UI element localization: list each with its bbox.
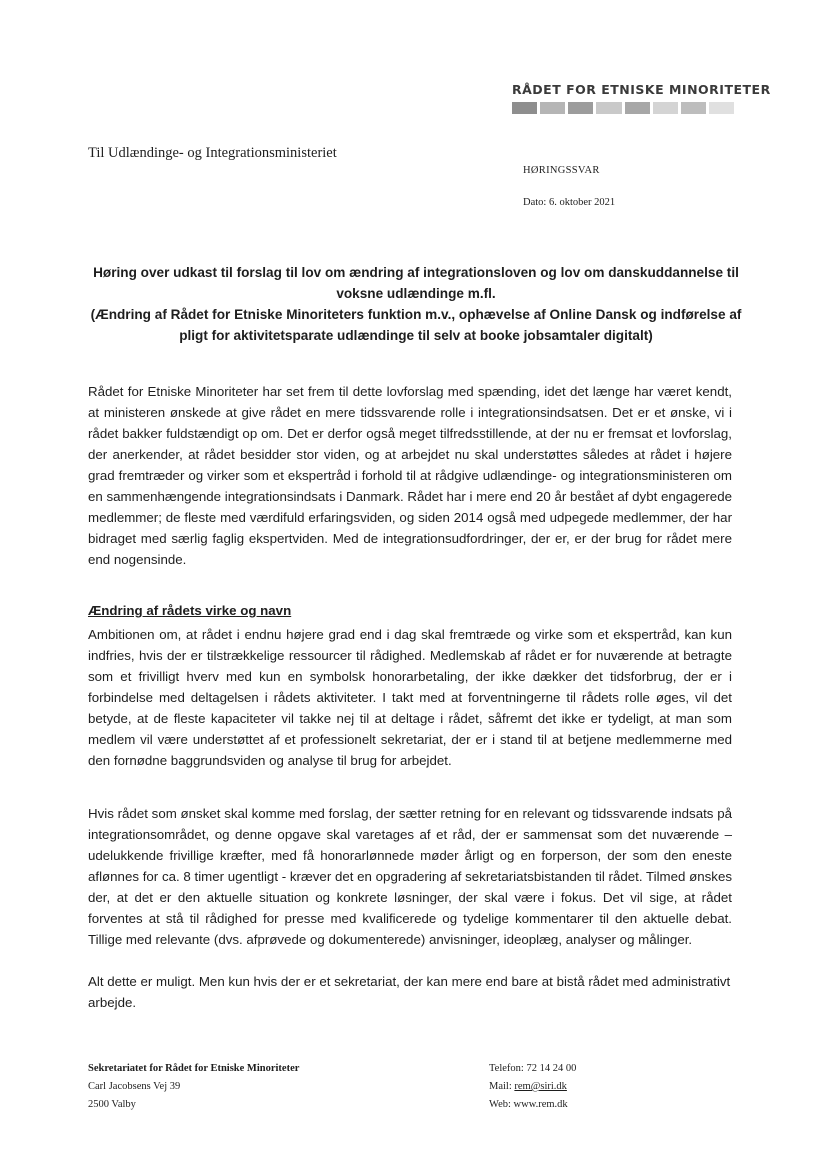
logo-text: RÅDET FOR ETNISKE MINORITETER (512, 82, 771, 97)
footer-mail-label: Mail: (489, 1081, 515, 1092)
footer-city: 2500 Valby (88, 1099, 136, 1110)
document-date: Dato: 6. oktober 2021 (523, 197, 616, 208)
document-type: HØRINGSSVAR (523, 165, 600, 176)
footer-phone: Telefon: 72 14 24 00 (489, 1063, 577, 1074)
heading-line-2: (Ændring af Rådet for Etniske Minoriteters funktion m.v., ophævelse af Online Dansk og indførelse af pligt for aktivitetsparate udlændinge til selv at booke jobsamtaler digitalt) (90, 307, 742, 343)
footer-address (88, 1060, 299, 1114)
footer-org: Sekretariatet for Rådet for Etniske Minoriteter (88, 1063, 300, 1074)
logo-color-bar (512, 102, 734, 114)
section-title: Ændring af rådets virke og navn (88, 603, 292, 618)
footer-mail-link[interactable]: rem@siri.dk (514, 1081, 567, 1092)
heading-line-1: Høring over udkast til forslag til lov om ændring af integrationsloven og lov om danskuddannelse til voksne udlændinge m.fl. (93, 265, 739, 301)
footer-web[interactable]: Web: www.rem.dk (489, 1099, 568, 1110)
paragraph-conclusion: Alt dette er muligt. Men kun hvis der er et sekretariat, der kan mere end bare at bistå rådet med administrativt arbejde. (88, 974, 731, 1010)
footer-mail (489, 1078, 576, 1096)
letterhead-logo (512, 82, 771, 114)
footer-street: Carl Jacobsens Vej 39 (88, 1081, 181, 1092)
paragraph-intro: Rådet for Etniske Minoriteter har set frem til dette lovforslag med spænding, idet det længe har været kendt, at ministeren ønskede at give rådet en mere tidssvarende rolle i integrationsindsatsen. Det er et ønske, vi i rådet bakker fuldstændigt op om. Det er derfor også meget tilfredsstillende, at der nu er fremsat et lovforslag, der anerkender, at rådet besidder stor viden, og at arbejdet nu skal understøttes således at rådet i højere grad fremtræder og virker som et ekspertråd i forhold til at rådgive udlændinge- og integrationsministeren om en sammenhængende integrationsindsats i Danmark. Rådet har i mere end 20 år bestået af dybt engagerede medlemmer; de fleste med værdifuld erfaringsviden, og siden 2014 også med udpegede medlemmer, der har bidraget med særlig faglig ekspertviden. Med de integrationsudfordringer, der er, er der brug for rådet mere end nogensinde. (88, 384, 732, 567)
document-heading (84, 262, 748, 346)
footer-contact (489, 1060, 576, 1114)
paragraph-ambition: Ambitionen om, at rådet i endnu højere grad end i dag skal fremtræde og virke som et ekspertråd, kan kun indfries, hvis der er tilstrækkelige ressourcer til rådighed. Medlemskab af rådet er for nuværende at betragte som et frivilligt hverv med kun en symbolsk honorarbetaling, der ikke dækker det tidsforbrug, der er i forbindelse med deltagelsen i rådets aktiviteter. I takt med at forventningerne til rådets rolle øges, vil det betyde, at de fleste kapaciteter vil takke nej til at deltage i rådet, såfremt det ikke er tydeligt, at man som medlem vil være understøttet af et professionelt sekretariat, der er i stand til at betjene medlemmerne med den fornødne baggrundsviden og analyse til brug for arbejdet. (88, 627, 732, 768)
recipient: Til Udlændinge- og Integrationsministeriet (88, 145, 337, 161)
paragraph-proposals: Hvis rådet som ønsket skal komme med forslag, der sætter retning for en relevant og tidssvarende indsats på integrationsområdet, og denne opgave skal varetages af et råd, der er sammensat som det nuværende – udelukkende frivillige kræfter, med få honorarlønnede møder årligt og en forperson, der som den eneste aflønnes for ca. 8 timer ugentligt - kræver det en opgradering af sekretariatsbistanden til rådet. Tilmed ønskes der, at det er den aktuelle situation og konkrete løsninger, der skal være i fokus. Det vil sige, at rådet forventes at stå til rådighed for presse med kvalificerede og tydelige kommentarer til den aktuelle debat. Tillige med relevante (dvs. afprøvede og dokumenterede) anvisninger, ideoplæg, analyser og målinger. (88, 806, 732, 947)
